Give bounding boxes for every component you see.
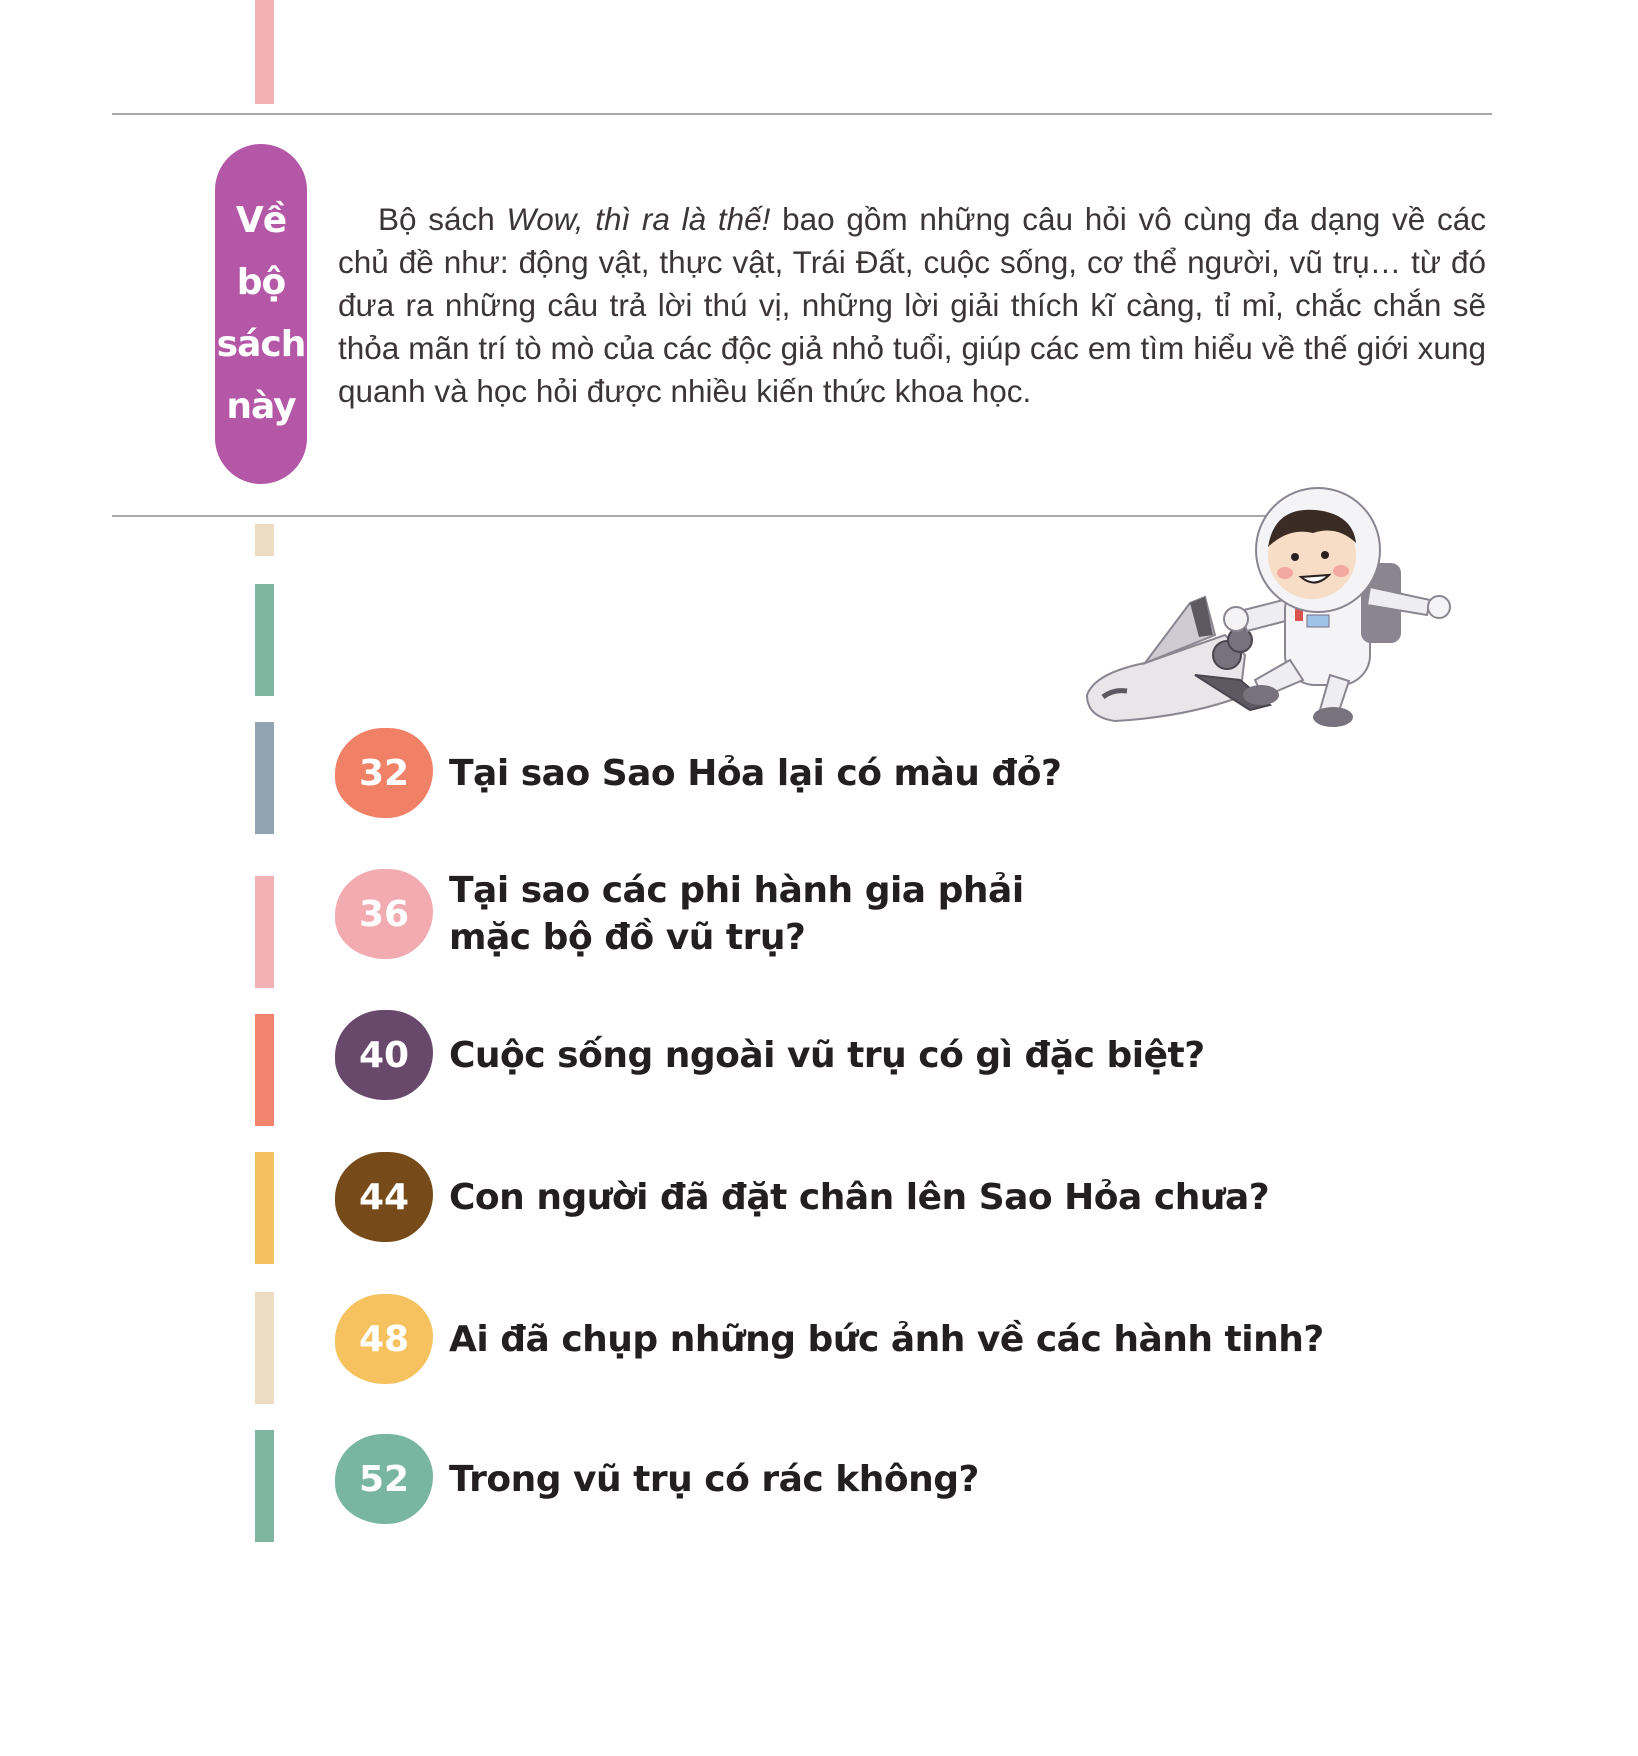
color-stripe [255,524,274,556]
color-stripe [255,722,274,834]
toc-item-title: Trong vũ trụ có rác không? [449,1458,979,1500]
toc-item[interactable] [335,1152,1269,1242]
toc-item[interactable] [335,1010,1205,1100]
toc-item-title [449,867,1024,961]
page-number-badge: 52 [335,1434,433,1524]
astronaut-icon [1224,488,1450,727]
astronaut-with-space-shuttle-icon [1075,485,1505,735]
color-stripe [255,584,274,696]
series-intro-paragraph [338,198,1486,413]
color-stripe [255,1292,274,1404]
toc-item[interactable] [335,867,1024,961]
book-series-title: Wow, thì ra là thế! [506,201,771,237]
badge-line: bộ [236,262,286,303]
badge-line: Về [235,200,287,241]
toc-item-title: Con người đã đặt chân lên Sao Hỏa chưa? [449,1176,1270,1218]
toc-item-title-line: mặc bộ đồ vũ trụ? [449,917,806,958]
intro-text-rest: bao gồm những câu hỏi vô cùng đa dạng về các chủ đề như: động vật, thực vật, Trái Đất, cuộc sống, cơ thể người, vũ trụ… từ đó đưa ra những câu trả lời thú vị, những lời giải thích kĩ càng, tỉ mỉ, chắc chắn sẽ thỏa mãn trí tò mò của các độc giả nhỏ tuổi, giúp các em tìm hiểu về thế giới xung quanh và học hỏi được nhiều kiến thức khoa học. [338,201,1486,409]
color-stripe [255,0,274,104]
toc-item[interactable] [335,1434,979,1524]
color-stripe [255,876,274,988]
page-number-badge: 36 [335,869,433,959]
page-number-badge: 44 [335,1152,433,1242]
page-number-badge: 40 [335,1010,433,1100]
toc-item-title: Cuộc sống ngoài vũ trụ có gì đặc biệt? [449,1034,1205,1076]
color-stripe [255,1152,274,1264]
color-stripe [255,1014,274,1126]
toc-item[interactable] [335,728,1061,818]
top-divider [112,113,1492,115]
page-number-badge: 32 [335,728,433,818]
color-stripe [255,1430,274,1542]
toc-item-title: Tại sao Sao Hỏa lại có màu đỏ? [449,752,1062,794]
toc-item-title-line: Tại sao các phi hành gia phải [449,870,1024,911]
page-number-badge: 48 [335,1294,433,1384]
toc-item-title: Ai đã chụp những bức ảnh về các hành tinh? [449,1318,1324,1360]
about-series-badge [215,144,307,484]
badge-line: sách [216,324,306,365]
intro-text-start: Bộ sách [378,201,507,237]
toc-item[interactable] [335,1294,1324,1384]
badge-line: này [226,386,296,427]
